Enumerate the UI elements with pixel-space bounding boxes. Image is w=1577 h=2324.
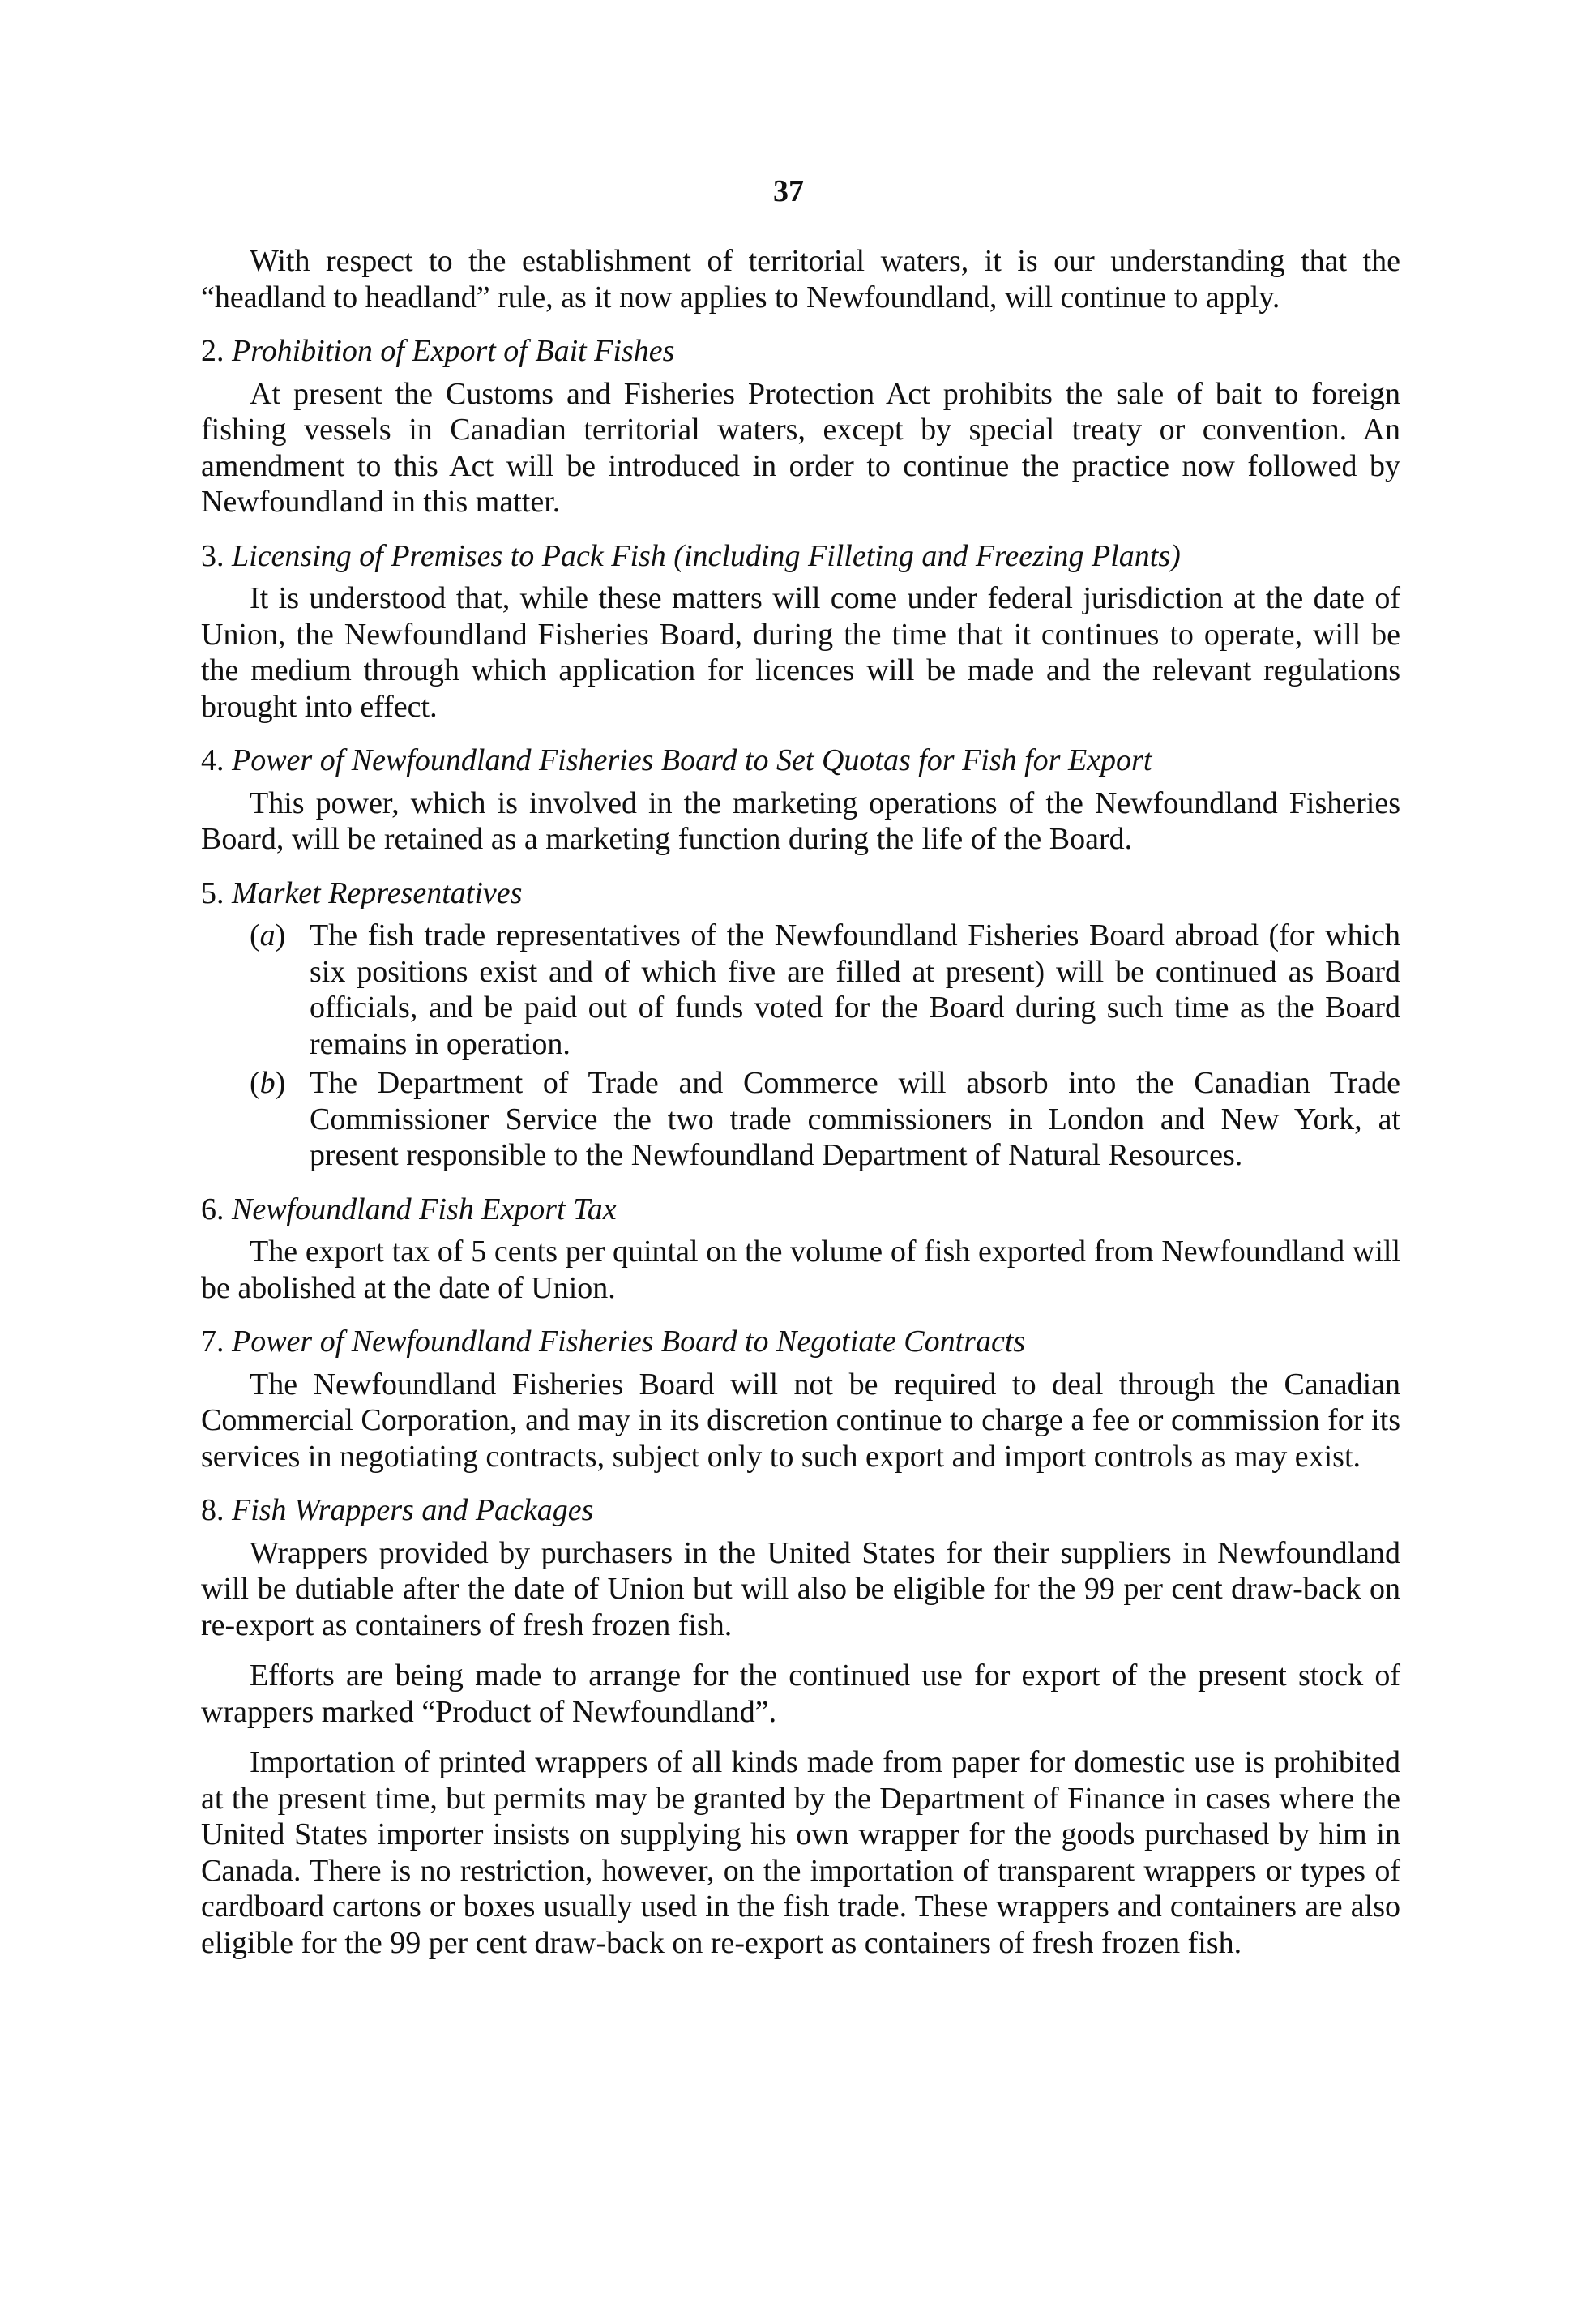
section-8 (201, 1492, 1400, 1961)
section-title: Power of Newfoundland Fisheries Board to Set Quotas for Fish for Export (232, 743, 1152, 777)
sub-item-text: The Department of Trade and Commerce will absorb into the Canadian Trade Commissioner Service the two trade commissioners in London and New York, at present responsible to the Newfoundland Department of Natural Resources. (310, 1066, 1400, 1172)
section-heading (201, 1492, 1400, 1529)
section-heading (201, 1324, 1400, 1360)
section-title: Newfoundland Fish Export Tax (232, 1192, 617, 1226)
section-paragraph: At present the Customs and Fisheries Protection Act prohibits the sale of bait to foreign fishing vessels in Canadian territorial waters, except by special treaty or convention. An amendment to this Act will be introduced in order to continue the practice now followed by Newfoundland in this matter. (201, 376, 1400, 519)
section-7 (201, 1324, 1400, 1474)
section-number: 5. (201, 875, 224, 910)
section-paragraph: This power, which is involved in the marketing operations of the Newfoundland Fisheries Board, will be retained as a marketing function during the life of the Board. (201, 785, 1400, 856)
section-paragraph: It is understood that, while these matters will come under federal jurisdiction at the date of Union, the Newfoundland Fisheries Board, during the time that it continues to operate, will be the medium through which application for licences will be made and the relevant regulations brought into effect. (201, 581, 1400, 724)
section-paragraph: The Newfoundland Fisheries Board will not be required to deal through the Canadian Commercial Corporation, and may in its discretion continue to charge a fee or commission for its services in negotiating contracts, subject only to such export and import controls as may exist. (201, 1367, 1400, 1474)
section-4 (201, 743, 1400, 858)
section-heading (201, 743, 1400, 779)
section-number: 3. (201, 538, 224, 573)
section-number: 8. (201, 1493, 224, 1527)
section-6 (201, 1192, 1400, 1307)
section-title: Prohibition of Export of Bait Fishes (232, 334, 675, 368)
section-number: 4. (201, 743, 224, 777)
section-paragraph: Efforts are being made to arrange for the continued use for export of the present stock of wrappers marked “Product of Newfoundland”. (201, 1658, 1400, 1729)
section-heading (201, 538, 1400, 575)
section-number: 2. (201, 334, 224, 368)
section-heading (201, 875, 1400, 912)
sub-item-a (250, 918, 1400, 1062)
section-title: Fish Wrappers and Packages (232, 1493, 594, 1527)
section-paragraph: Wrappers provided by purchasers in the United States for their suppliers in Newfoundland will be dutiable after the date of Union but will also be eligible for the 99 per cent draw-back on re-export as containers of fresh frozen fish. (201, 1535, 1400, 1642)
section-title: Market Representatives (232, 875, 523, 910)
section-title: Power of Newfoundland Fisheries Board to Negotiate Contracts (232, 1325, 1026, 1359)
section-heading (201, 333, 1400, 370)
section-5 (201, 875, 1400, 1174)
section-heading (201, 1192, 1400, 1228)
intro-paragraph: With respect to the establishment of territorial waters, it is our understanding that the “headland to headland” rule, as it now applies to Newfoundland, will continue to apply. (201, 244, 1400, 315)
sub-item-letter: b (259, 1066, 276, 1100)
sub-item-label: (b) (250, 1066, 286, 1100)
page-number: 37 (773, 174, 804, 208)
sub-item-letter: a (259, 918, 276, 952)
sub-item-text: The fish trade representatives of the Newfoundland Fisheries Board abroad (for which six positions exist and of which five are filled at present) will be continued as Board officials, and be paid out of funds voted for the Board during such time as the Board remains in operation. (310, 918, 1400, 1061)
section-paragraph: Importation of printed wrappers of all kinds made from paper for domestic use is prohibited at the present time, but permits may be granted by the Department of Finance in cases where the United States importer insists on supplying his own wrapper for the goods purchased by him in Canada. There is no restriction, however, on the importation of transparent wrappers or types of cardboard cartons or boxes usually used in the fish trade. These wrappers and containers are also eligible for the 99 per cent draw-back on re-export as containers of fresh frozen fish. (201, 1745, 1400, 1960)
sub-item-b (250, 1065, 1400, 1174)
section-number: 7. (201, 1325, 224, 1359)
section-3 (201, 538, 1400, 725)
section-paragraph: The export tax of 5 cents per quintal on the volume of fish exported from Newfoundland will be abolished at the date of Union. (201, 1235, 1400, 1305)
section-number: 6. (201, 1192, 224, 1226)
section-title: Licensing of Premises to Pack Fish (including Filleting and Freezing Plants) (232, 538, 1181, 573)
section-2 (201, 333, 1400, 520)
sub-item-label: (a) (250, 918, 286, 952)
document-body (201, 243, 1400, 1961)
